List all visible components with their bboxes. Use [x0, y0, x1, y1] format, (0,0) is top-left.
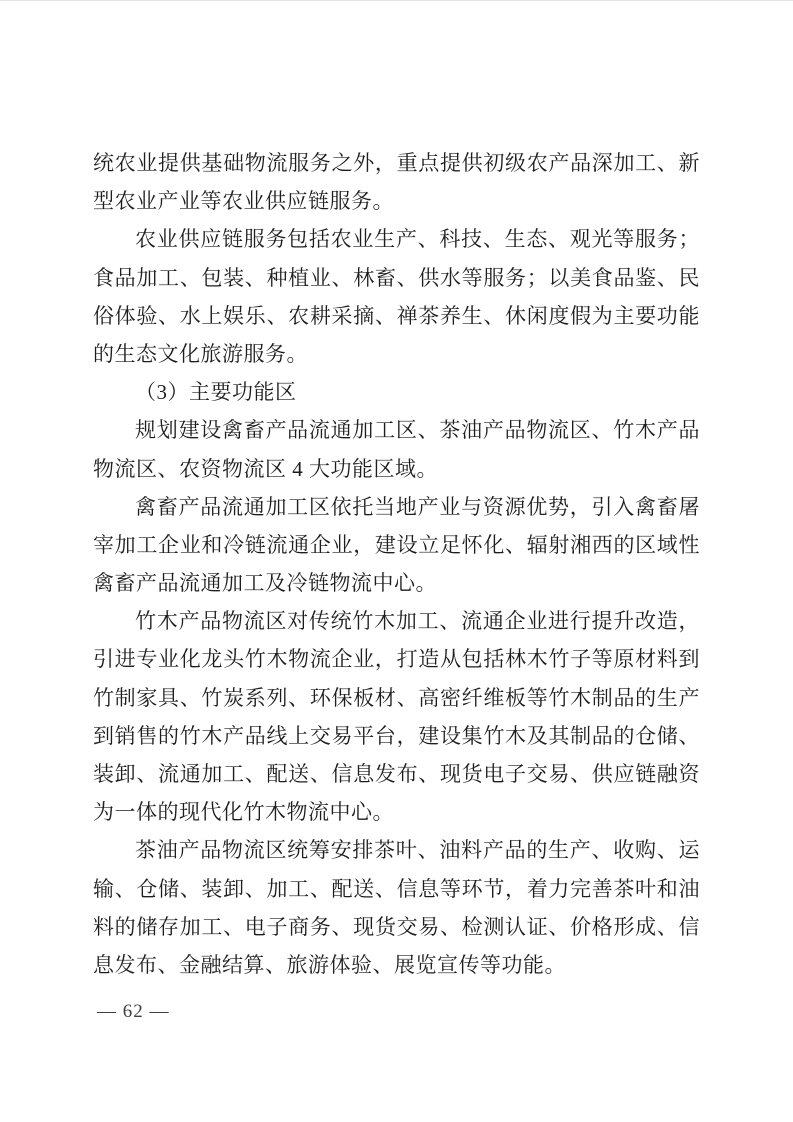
text-line: 物流区、农资物流区 4 大功能区域。	[93, 456, 438, 481]
text-line: 的生态文化旅游服务。	[93, 341, 308, 366]
text-line: 料的储存加工、电子商务、现货交易、检测认证、价格形成、信	[93, 914, 700, 939]
text-line: 装卸、流通加工、配送、信息发布、现货电子交易、供应链融资	[93, 762, 700, 786]
text-line: 统农业提供基础物流服务之外，重点提供初级农产品深加工、新	[93, 151, 700, 175]
text-line: 禽畜产品流通加工及冷链物流中心。	[93, 571, 437, 596]
page-number: — 62 —	[97, 1001, 170, 1022]
text-line: 输、仓储、装卸、加工、配送、信息等环节，着力完善茶叶和油	[93, 876, 700, 901]
text-line: 型农业产业等农业供应链服务。	[93, 189, 394, 214]
text-line: 禽畜产品流通加工区依托当地产业与资源优势，引入禽畜屠	[135, 494, 700, 519]
text-line: 农业供应链服务包括农业生产、科技、生态、观光等服务；	[135, 227, 700, 252]
document-body	[93, 144, 700, 984]
text-line: 茶油产品物流区统筹安排茶叶、油料产品的生产、收购、运	[135, 838, 700, 863]
text-line: 到销售的竹木产品线上交易平台，建设集竹木及其制品的仓储、	[93, 723, 700, 748]
text-line: 规划建设禽畜产品流通加工区、茶油产品物流区、竹木产品	[135, 418, 700, 443]
text-line: 息发布、金融结算、旅游体验、展览宣传等功能。	[93, 952, 566, 977]
text-line: 食品加工、包装、种植业、林畜、供水等服务；以美食品鉴、民	[93, 265, 700, 290]
text-line: 引进专业化龙头竹木物流企业，打造从包括林木竹子等原材料到	[93, 647, 700, 672]
text-line: 宰加工企业和冷链流通企业，建设立足怀化、辐射湘西的区域性	[93, 532, 700, 557]
text-line: 为一体的现代化竹木物流中心。	[93, 800, 394, 825]
text-line: 竹木产品物流区对传统竹木加工、流通企业进行提升改造，	[135, 609, 700, 634]
section-heading: （3）主要功能区	[135, 380, 297, 405]
text-line: 俗体验、水上娱乐、农耕采摘、禅茶养生、休闲度假为主要功能	[93, 303, 700, 328]
text-line: 竹制家具、竹炭系列、环保板材、高密纤维板等竹木制品的生产	[93, 685, 700, 710]
